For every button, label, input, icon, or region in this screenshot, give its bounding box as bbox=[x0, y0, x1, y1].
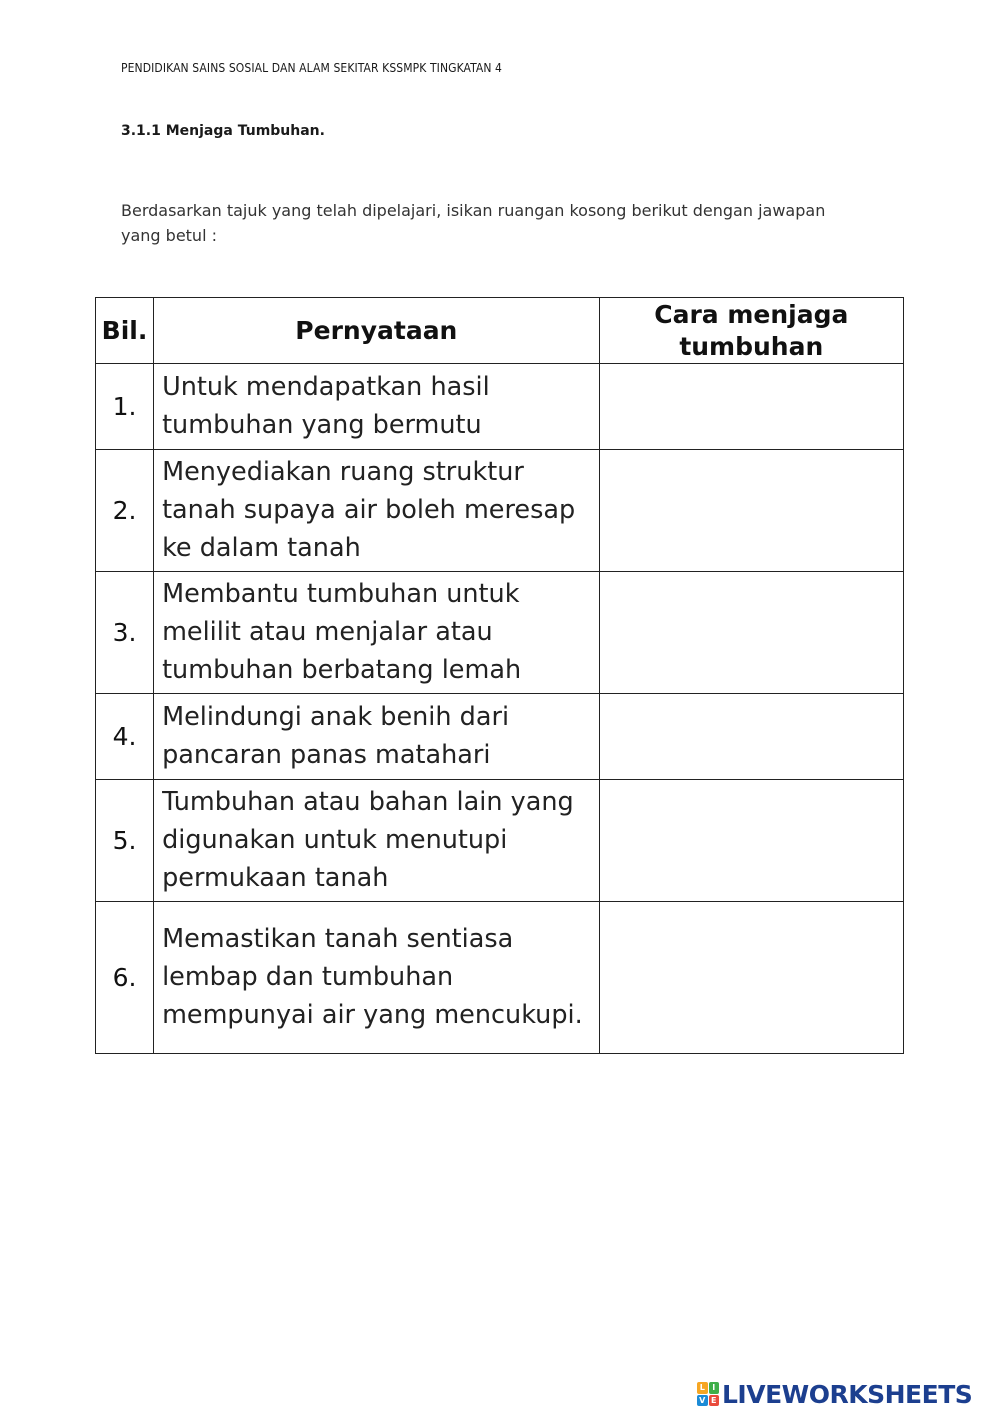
row-statement: Untuk mendapatkan hasil tumbuhan yang bermutu bbox=[154, 364, 600, 450]
table-row bbox=[96, 694, 904, 780]
table-header-row bbox=[96, 298, 904, 364]
row-number: 2. bbox=[96, 450, 154, 572]
document-header: PENDIDIKAN SAINS SOSIAL DAN ALAM SEKITAR KSSMPK TINGKATAN 4 bbox=[121, 61, 503, 75]
instruction-text: Berdasarkan tajuk yang telah dipelajari, isikan ruangan kosong berikut dengan jawapan yang betul : bbox=[121, 201, 826, 245]
row-number: 1. bbox=[96, 364, 154, 450]
answer-cell[interactable] bbox=[599, 450, 903, 572]
row-number: 5. bbox=[96, 780, 154, 902]
row-statement: Tumbuhan atau bahan lain yang digunakan untuk menutupi permukaan tanah bbox=[154, 780, 600, 902]
header-bil: Bil. bbox=[96, 298, 154, 364]
row-number: 4. bbox=[96, 694, 154, 780]
answer-cell[interactable] bbox=[599, 364, 903, 450]
table-row bbox=[96, 450, 904, 572]
logo-letter: V bbox=[697, 1395, 708, 1407]
row-statement: Menyediakan ruang struktur tanah supaya air boleh meresap ke dalam tanah bbox=[154, 450, 600, 572]
answer-cell[interactable] bbox=[599, 902, 903, 1054]
logo-letter: I bbox=[709, 1382, 720, 1394]
worksheet-table bbox=[95, 297, 904, 1054]
table-row bbox=[96, 572, 904, 694]
answer-cell[interactable] bbox=[599, 572, 903, 694]
header-answer: Cara menjaga tumbuhan bbox=[599, 298, 903, 364]
answer-cell[interactable] bbox=[599, 780, 903, 902]
section-title: 3.1.1 Menjaga Tumbuhan. bbox=[121, 123, 325, 139]
row-number: 6. bbox=[96, 902, 154, 1054]
answer-cell[interactable] bbox=[599, 694, 903, 780]
logo-letter: L bbox=[697, 1382, 708, 1394]
row-statement: Memastikan tanah sentiasa lembap dan tumbuhan mempunyai air yang mencukupi. bbox=[154, 902, 600, 1054]
header-statement: Pernyataan bbox=[154, 298, 600, 364]
logo-letter: E bbox=[709, 1395, 720, 1407]
liveworksheets-logo bbox=[697, 1378, 972, 1410]
table-row bbox=[96, 902, 904, 1054]
logo-mark-icon bbox=[697, 1382, 719, 1406]
table-row bbox=[96, 364, 904, 450]
row-statement: Membantu tumbuhan untuk melilit atau menjalar atau tumbuhan berbatang lemah bbox=[154, 572, 600, 694]
row-statement: Melindungi anak benih dari pancaran panas matahari bbox=[154, 694, 600, 780]
table-row bbox=[96, 780, 904, 902]
row-number: 3. bbox=[96, 572, 154, 694]
logo-text: LIVEWORKSHEETS bbox=[722, 1379, 973, 1409]
